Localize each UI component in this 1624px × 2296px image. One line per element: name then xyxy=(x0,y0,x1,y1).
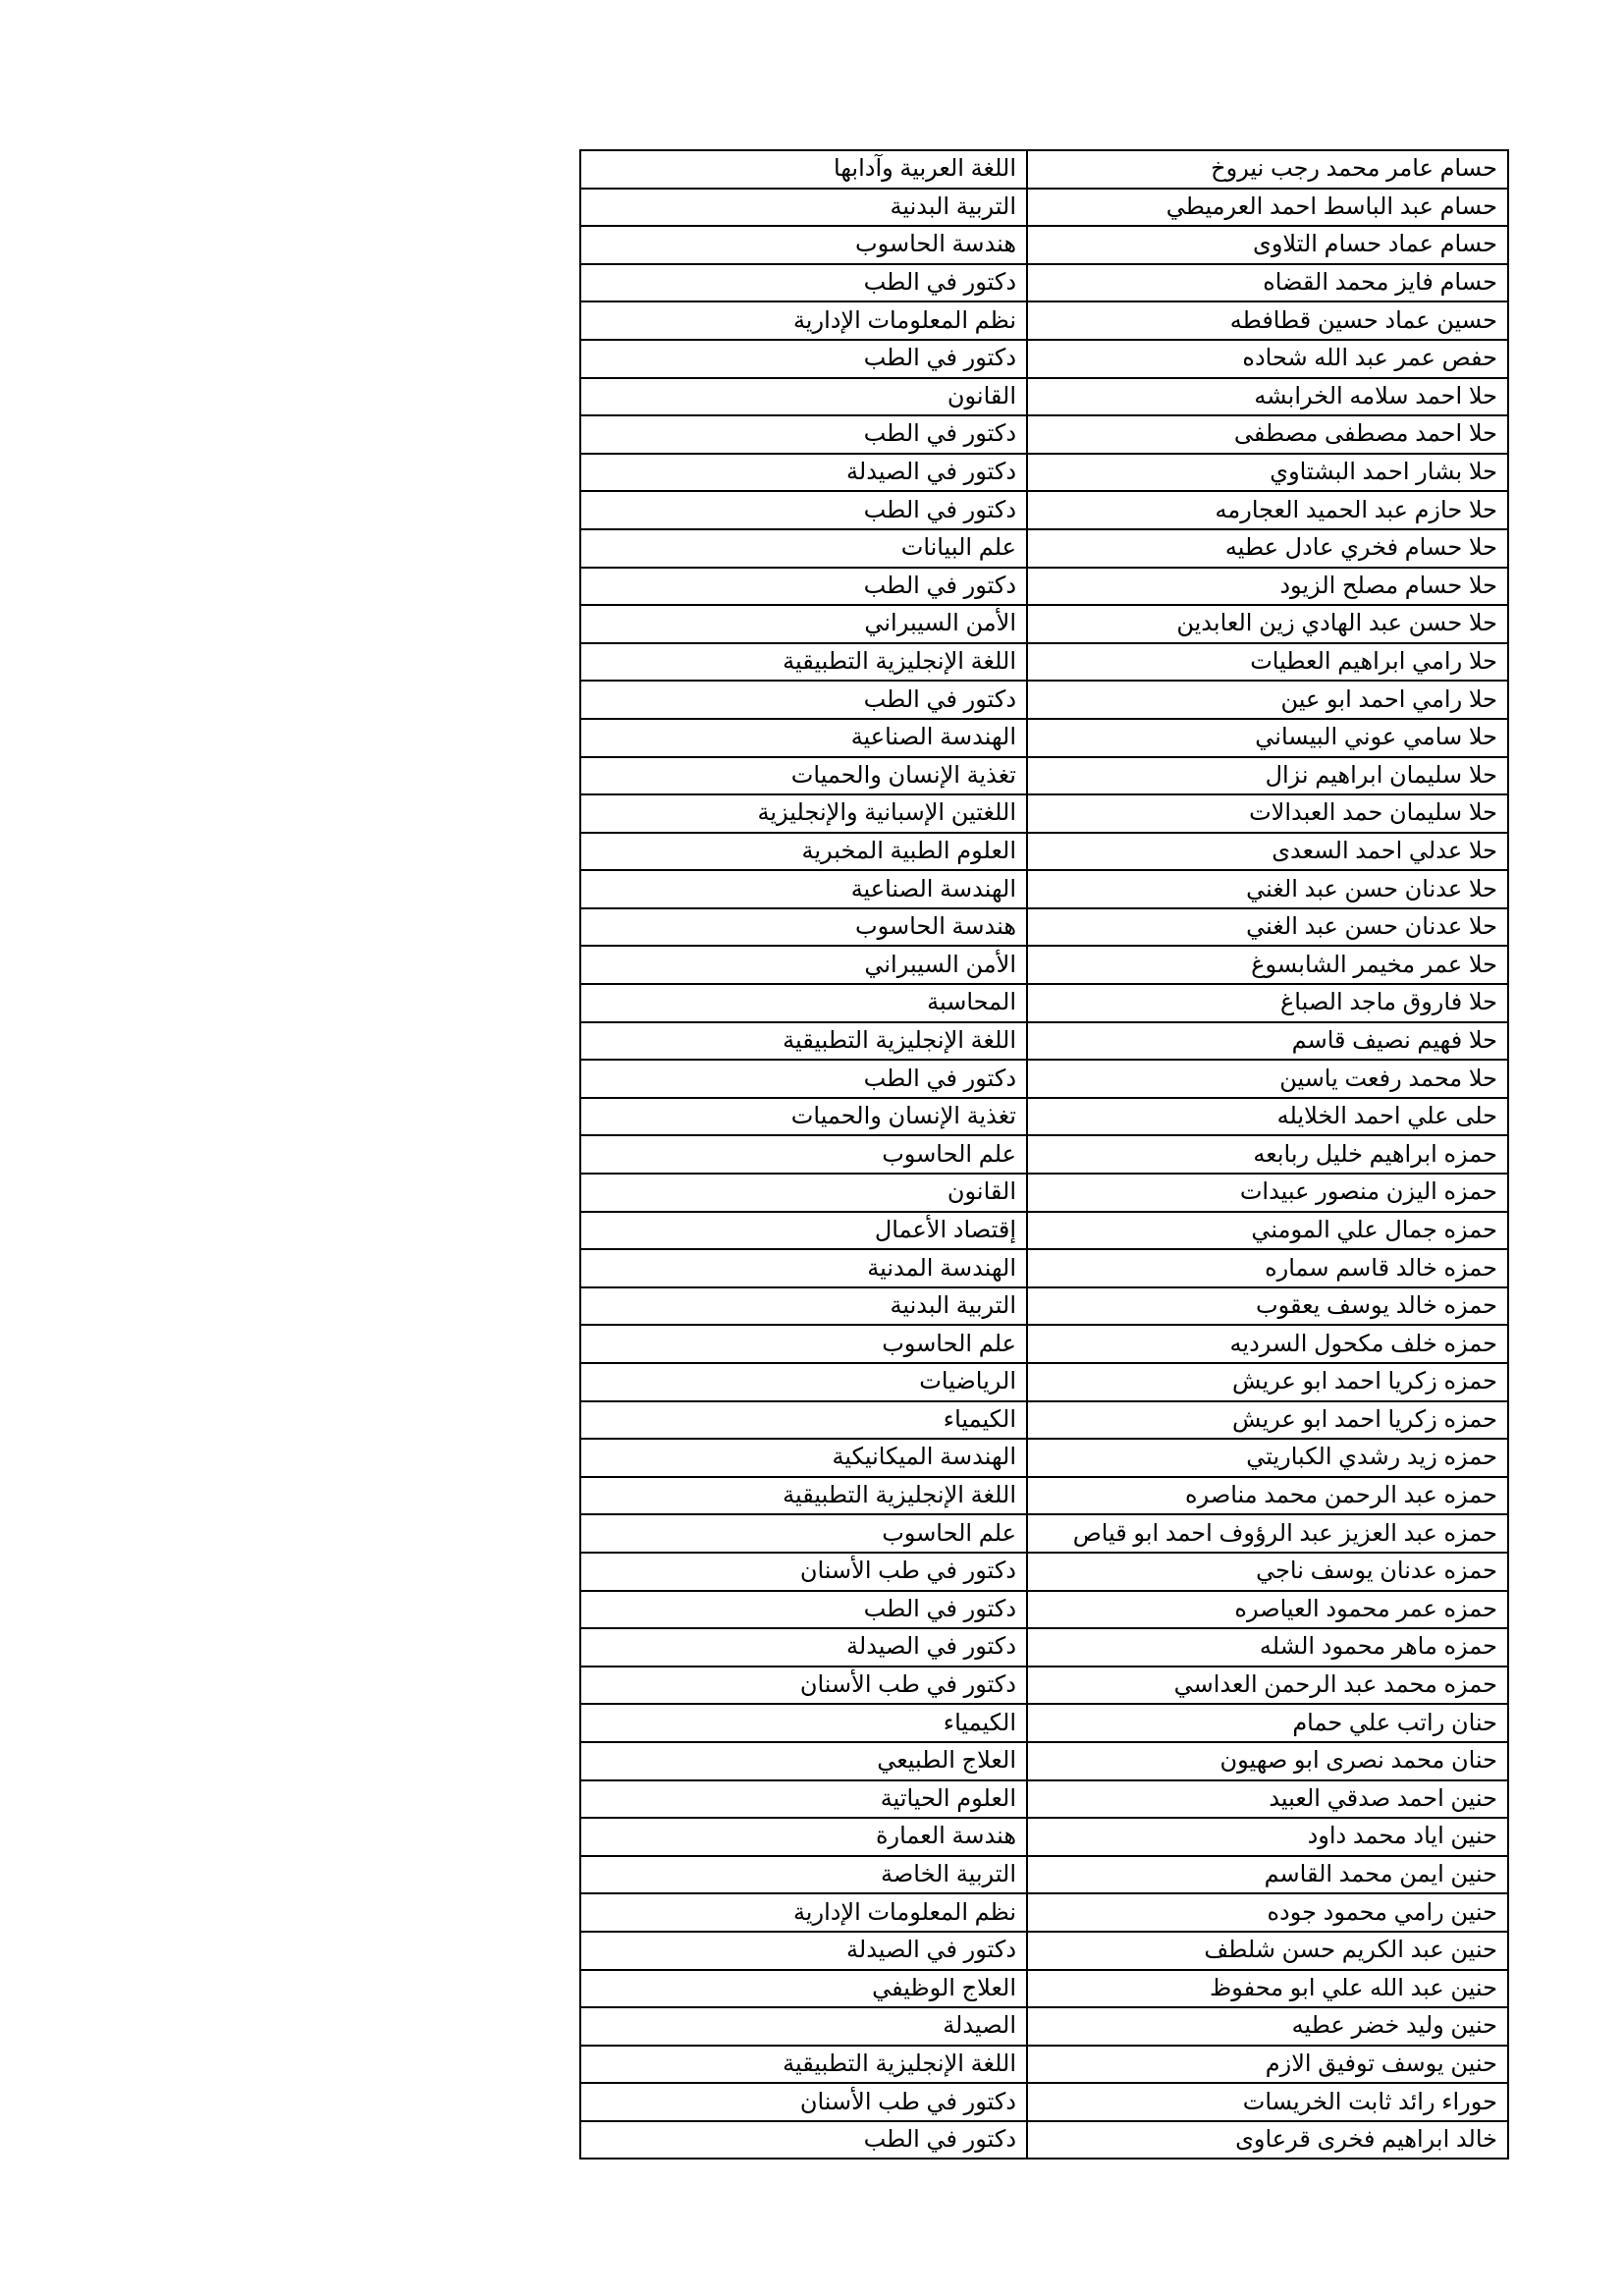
student-major-cell: اللغة الإنجليزية التطبيقية xyxy=(580,2046,1027,2084)
student-name-cell: حمزه زكريا احمد ابو عريش xyxy=(1027,1363,1508,1401)
student-name-cell: حمزه خالد قاسم سماره xyxy=(1027,1249,1508,1287)
table-row xyxy=(580,415,1508,454)
table-row xyxy=(580,1970,1508,2008)
student-major-cell: علم الحاسوب xyxy=(580,1325,1027,1363)
student-name-cell: حلا سليمان ابراهيم نزال xyxy=(1027,757,1508,795)
student-name-cell: حمزه عدنان يوسف ناجي xyxy=(1027,1553,1508,1591)
student-major-cell: دكتور في الصيدلة xyxy=(580,1932,1027,1970)
table-row xyxy=(580,1325,1508,1363)
table-row xyxy=(580,189,1508,227)
student-name-cell: حنين يوسف توفيق الازم xyxy=(1027,2046,1508,2084)
student-name-cell: حمزه عبد الرحمن محمد مناصره xyxy=(1027,1477,1508,1515)
student-name-cell: حسين عماد حسين قطافطه xyxy=(1027,301,1508,340)
student-major-cell: الرياضيات xyxy=(580,1363,1027,1401)
student-name-cell: حمزه زكريا احمد ابو عريش xyxy=(1027,1401,1508,1440)
student-major-cell: إقتصاد الأعمال xyxy=(580,1212,1027,1250)
student-name-cell: حنان راتب علي حمام xyxy=(1027,1704,1508,1742)
student-name-cell: حلا احمد سلامه الخرابشه xyxy=(1027,378,1508,416)
student-major-cell: دكتور في طب الأسنان xyxy=(580,1553,1027,1591)
table-row xyxy=(580,870,1508,908)
table-row xyxy=(580,984,1508,1022)
table-row xyxy=(580,2007,1508,2046)
table-row xyxy=(580,1212,1508,1250)
student-major-cell: القانون xyxy=(580,1174,1027,1212)
table-row xyxy=(580,2083,1508,2121)
students-table-body xyxy=(580,150,1508,2159)
table-row xyxy=(580,529,1508,568)
student-major-cell: اللغة الإنجليزية التطبيقية xyxy=(580,1022,1027,1061)
student-major-cell: اللغة العربية وآدابها xyxy=(580,150,1027,189)
student-name-cell: حنين رامي محمود جوده xyxy=(1027,1893,1508,1932)
table-row xyxy=(580,1249,1508,1287)
table-row xyxy=(580,605,1508,643)
student-major-cell: دكتور في الطب xyxy=(580,568,1027,606)
student-major-cell: علم الحاسوب xyxy=(580,1135,1027,1174)
student-name-cell: حمزه خلف مكحول السرديه xyxy=(1027,1325,1508,1363)
table-row xyxy=(580,757,1508,795)
student-name-cell: حمزه عمر محمود العياصره xyxy=(1027,1591,1508,1629)
table-row xyxy=(580,1932,1508,1970)
student-major-cell: دكتور في الصيدلة xyxy=(580,454,1027,492)
student-name-cell: حسام عماد حسام التلاوى xyxy=(1027,226,1508,264)
table-row xyxy=(580,1514,1508,1553)
student-major-cell: هندسة الحاسوب xyxy=(580,226,1027,264)
table-row xyxy=(580,1439,1508,1477)
student-name-cell: حلا عدنان حسن عبد الغني xyxy=(1027,908,1508,947)
student-major-cell: تغذية الإنسان والحميات xyxy=(580,757,1027,795)
student-major-cell: الكيمياء xyxy=(580,1704,1027,1742)
table-row xyxy=(580,719,1508,757)
student-major-cell: هندسة الحاسوب xyxy=(580,908,1027,947)
student-major-cell: الأمن السيبراني xyxy=(580,946,1027,984)
table-row xyxy=(580,1287,1508,1326)
student-major-cell: القانون xyxy=(580,378,1027,416)
table-row xyxy=(580,1818,1508,1856)
table-row xyxy=(580,150,1508,189)
table-row xyxy=(580,454,1508,492)
table-row xyxy=(580,1628,1508,1667)
student-major-cell: دكتور في الطب xyxy=(580,340,1027,378)
student-name-cell: حمزه عبد العزيز عبد الرؤوف احمد ابو قياص xyxy=(1027,1514,1508,1553)
student-name-cell: حسام عامر محمد رجب نيروخ xyxy=(1027,150,1508,189)
student-name-cell: خالد ابراهيم فخرى قرعاوى xyxy=(1027,2121,1508,2159)
student-name-cell: حلا فاروق ماجد الصباغ xyxy=(1027,984,1508,1022)
student-name-cell: حنين ايمن محمد القاسم xyxy=(1027,1856,1508,1894)
student-major-cell: العلاج الطبيعي xyxy=(580,1742,1027,1780)
table-row xyxy=(580,1022,1508,1061)
student-name-cell: حمزه محمد عبد الرحمن العداسي xyxy=(1027,1667,1508,1705)
student-name-cell: حمزه خالد يوسف يعقوب xyxy=(1027,1287,1508,1326)
student-major-cell: الكيمياء xyxy=(580,1401,1027,1440)
table-row xyxy=(580,1477,1508,1515)
table-row xyxy=(580,2046,1508,2084)
student-name-cell: حلا بشار احمد البشتاوي xyxy=(1027,454,1508,492)
table-row xyxy=(580,1893,1508,1932)
student-name-cell: حسام فايز محمد القضاه xyxy=(1027,264,1508,302)
table-row xyxy=(580,1553,1508,1591)
student-name-cell: حلا عدنان حسن عبد الغني xyxy=(1027,870,1508,908)
student-major-cell: الهندسة المدنية xyxy=(580,1249,1027,1287)
student-name-cell: حلا محمد رفعت ياسين xyxy=(1027,1060,1508,1098)
student-name-cell: حمزه ماهر محمود الشله xyxy=(1027,1628,1508,1667)
table-row xyxy=(580,1363,1508,1401)
table-row xyxy=(580,1704,1508,1742)
student-major-cell: التربية الخاصة xyxy=(580,1856,1027,1894)
student-major-cell: دكتور في الصيدلة xyxy=(580,1628,1027,1667)
student-name-cell: حنان محمد نصرى ابو صهيون xyxy=(1027,1742,1508,1780)
table-row xyxy=(580,1780,1508,1819)
student-major-cell: المحاسبة xyxy=(580,984,1027,1022)
student-major-cell: نظم المعلومات الإدارية xyxy=(580,1893,1027,1932)
student-major-cell: دكتور في الطب xyxy=(580,264,1027,302)
table-row xyxy=(580,1591,1508,1629)
student-name-cell: حلا رامي احمد ابو عين xyxy=(1027,681,1508,719)
student-major-cell: العلوم الطبية المخبرية xyxy=(580,833,1027,871)
table-row xyxy=(580,643,1508,682)
student-name-cell: حمزه ابراهيم خليل ربابعه xyxy=(1027,1135,1508,1174)
student-major-cell: اللغة الإنجليزية التطبيقية xyxy=(580,1477,1027,1515)
student-name-cell: حلا عمر مخيمر الشابسوغ xyxy=(1027,946,1508,984)
table-row xyxy=(580,794,1508,833)
student-name-cell: حلا احمد مصطفى مصطفى xyxy=(1027,415,1508,454)
student-name-cell: حنين احمد صدقي العبيد xyxy=(1027,1780,1508,1819)
student-name-cell: حلا عدلي احمد السعدى xyxy=(1027,833,1508,871)
table-row xyxy=(580,908,1508,947)
table-row xyxy=(580,1856,1508,1894)
student-major-cell: الصيدلة xyxy=(580,2007,1027,2046)
student-major-cell: دكتور في الطب xyxy=(580,491,1027,529)
table-row xyxy=(580,340,1508,378)
table-row xyxy=(580,833,1508,871)
student-name-cell: حنين عبد الكريم حسن شلطف xyxy=(1027,1932,1508,1970)
student-name-cell: حسام عبد الباسط احمد العرميطي xyxy=(1027,189,1508,227)
table-row xyxy=(580,1401,1508,1440)
student-major-cell: دكتور في طب الأسنان xyxy=(580,1667,1027,1705)
table-row xyxy=(580,1742,1508,1780)
student-major-cell: الأمن السيبراني xyxy=(580,605,1027,643)
student-major-cell: التربية البدنية xyxy=(580,1287,1027,1326)
student-major-cell: دكتور في الطب xyxy=(580,1060,1027,1098)
student-name-cell: حلا سليمان حمد العبدالات xyxy=(1027,794,1508,833)
student-name-cell: حلا سامي عوني البيساني xyxy=(1027,719,1508,757)
student-major-cell: علم البيانات xyxy=(580,529,1027,568)
table-row xyxy=(580,1667,1508,1705)
student-major-cell: تغذية الإنسان والحميات xyxy=(580,1098,1027,1136)
student-name-cell: حلا فهيم نصيف قاسم xyxy=(1027,1022,1508,1061)
table-row xyxy=(580,1174,1508,1212)
table-row xyxy=(580,301,1508,340)
student-major-cell: نظم المعلومات الإدارية xyxy=(580,301,1027,340)
student-name-cell: حلا حازم عبد الحميد العجارمه xyxy=(1027,491,1508,529)
student-name-cell: حلا رامي ابراهيم العطيات xyxy=(1027,643,1508,682)
student-major-cell: الهندسة الميكانيكية xyxy=(580,1439,1027,1477)
table-row xyxy=(580,1060,1508,1098)
table-row xyxy=(580,264,1508,302)
student-name-cell: حلا حسام مصلح الزيود xyxy=(1027,568,1508,606)
table-row xyxy=(580,491,1508,529)
student-major-cell: دكتور في طب الأسنان xyxy=(580,2083,1027,2121)
student-name-cell: حوراء رائد ثابت الخريسات xyxy=(1027,2083,1508,2121)
student-major-cell: التربية البدنية xyxy=(580,189,1027,227)
table-row xyxy=(580,2121,1508,2159)
student-name-cell: حمزه زيد رشدي الكباريتي xyxy=(1027,1439,1508,1477)
student-major-cell: دكتور في الطب xyxy=(580,2121,1027,2159)
table-row xyxy=(580,1135,1508,1174)
student-major-cell: العلاج الوظيفي xyxy=(580,1970,1027,2008)
student-major-cell: دكتور في الطب xyxy=(580,681,1027,719)
student-name-cell: حلا حسام فخري عادل عطيه xyxy=(1027,529,1508,568)
student-major-cell: اللغة الإنجليزية التطبيقية xyxy=(580,643,1027,682)
students-table xyxy=(579,149,1509,2159)
student-name-cell: حنين اياد محمد داود xyxy=(1027,1818,1508,1856)
student-name-cell: حمزه اليزن منصور عبيدات xyxy=(1027,1174,1508,1212)
table-row xyxy=(580,378,1508,416)
student-major-cell: دكتور في الطب xyxy=(580,415,1027,454)
student-major-cell: علم الحاسوب xyxy=(580,1514,1027,1553)
table-row xyxy=(580,1098,1508,1136)
student-major-cell: اللغتين الإسبانية والإنجليزية xyxy=(580,794,1027,833)
student-name-cell: حلا حسن عبد الهادي زين العابدين xyxy=(1027,605,1508,643)
student-name-cell: حمزه جمال علي المومني xyxy=(1027,1212,1508,1250)
table-row xyxy=(580,226,1508,264)
student-name-cell: حنين عبد الله علي ابو محفوظ xyxy=(1027,1970,1508,2008)
student-major-cell: الهندسة الصناعية xyxy=(580,719,1027,757)
student-name-cell: حفص عمر عبد الله شحاده xyxy=(1027,340,1508,378)
student-name-cell: حنين وليد خضر عطيه xyxy=(1027,2007,1508,2046)
student-name-cell: حلى علي احمد الخلايله xyxy=(1027,1098,1508,1136)
student-major-cell: العلوم الحياتية xyxy=(580,1780,1027,1819)
student-major-cell: دكتور في الطب xyxy=(580,1591,1027,1629)
table-row xyxy=(580,568,1508,606)
student-major-cell: هندسة العمارة xyxy=(580,1818,1027,1856)
student-major-cell: الهندسة الصناعية xyxy=(580,870,1027,908)
table-row xyxy=(580,946,1508,984)
table-row xyxy=(580,681,1508,719)
